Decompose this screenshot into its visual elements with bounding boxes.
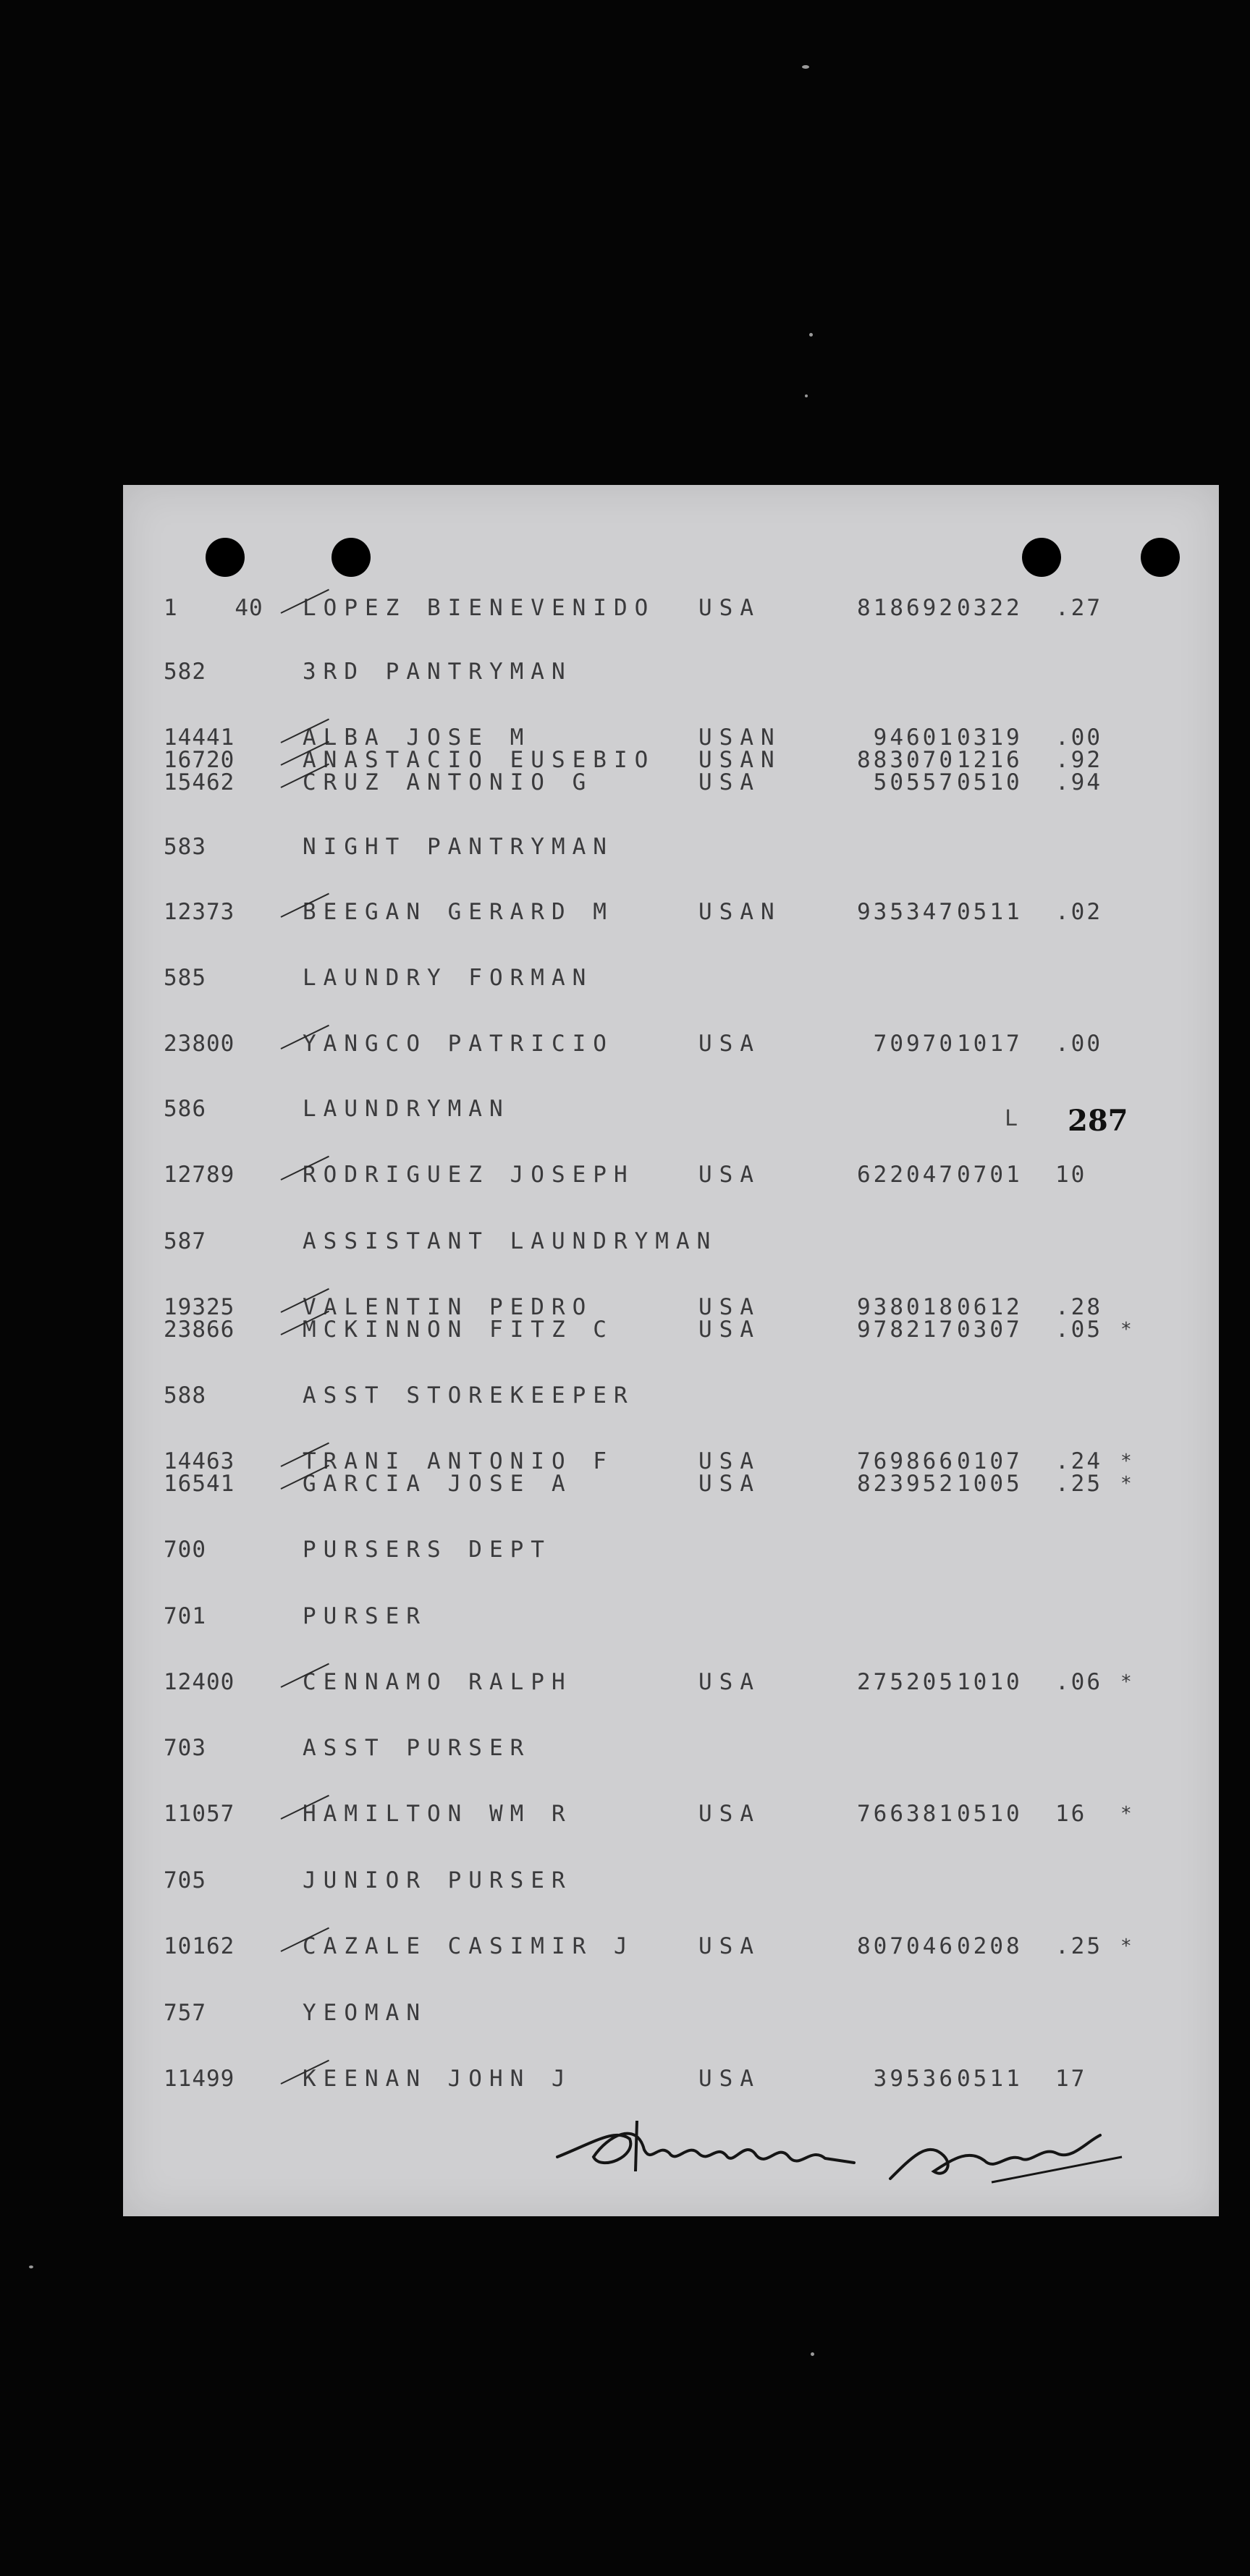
crew-number: 14463: [164, 1448, 235, 1474]
crew-name: CRUZ ANTONIO G: [303, 769, 594, 795]
citizenship: USA: [698, 1031, 761, 1057]
citizenship: USAN: [698, 899, 782, 925]
crew-row: [123, 768, 1219, 797]
crew-name: TRANI ANTONIO F: [303, 1448, 614, 1474]
rating-heading: [123, 1866, 1219, 1895]
register-number: 883070: [857, 747, 955, 773]
rating-code: 582: [164, 659, 206, 685]
amount: .25: [1055, 1471, 1102, 1497]
crew-name: BEEGAN GERARD M: [303, 899, 614, 925]
register-number: 622047: [857, 1162, 955, 1188]
rating-heading: [123, 1998, 1219, 2027]
crew-name: MCKINNON FITZ C: [303, 1317, 614, 1343]
rating-code: 586: [164, 1096, 206, 1122]
date-code: 0107: [957, 1448, 1023, 1474]
amount: 16: [1055, 1801, 1087, 1827]
crew-row: [123, 594, 1219, 622]
crew-row: [123, 1932, 1219, 1961]
crew-number: 12400: [164, 1669, 235, 1695]
crew-name: ALBA JOSE M: [303, 725, 531, 751]
amount: .05: [1055, 1317, 1102, 1343]
amount: .27: [1055, 595, 1102, 621]
rating-heading: [123, 1535, 1219, 1564]
handwritten-l: L: [1005, 1106, 1018, 1131]
crew-row: [123, 1315, 1219, 1344]
rating-title: NIGHT PANTRYMAN: [303, 834, 614, 860]
register-number: 823952: [857, 1471, 955, 1497]
date-code: 1010: [957, 1669, 1023, 1695]
date-code: 0307: [957, 1317, 1023, 1343]
date-code: 0319: [957, 725, 1023, 751]
amount: .02: [1055, 899, 1102, 925]
amount: 17: [1055, 2066, 1087, 2092]
amount: .00: [1055, 725, 1102, 751]
register-number: 807046: [857, 1933, 955, 1959]
date-code: 1216: [957, 747, 1023, 773]
rating-heading: [123, 1602, 1219, 1631]
citizenship: USA: [698, 2066, 761, 2092]
crew-number: 23866: [164, 1317, 235, 1343]
asterisk-mark: *: [1120, 1319, 1133, 1340]
rating-title: ASST PURSER: [303, 1735, 531, 1761]
register-number: 769866: [857, 1448, 955, 1474]
document-page: [123, 485, 1219, 2216]
date-code: 0511: [957, 899, 1023, 925]
amount: .94: [1055, 769, 1102, 795]
crew-number: 10162: [164, 1933, 235, 1959]
register-number: 39536: [873, 2066, 955, 2092]
crew-name: GARCIA JOSE A: [303, 1471, 573, 1497]
rating-code: 585: [164, 965, 206, 991]
crew-row: [123, 1160, 1219, 1189]
crew-number: 11499: [164, 2066, 235, 2092]
asterisk-mark: *: [1120, 1450, 1133, 1472]
rating-code: 705: [164, 1867, 206, 1893]
date-code: 1005: [957, 1471, 1023, 1497]
register-number: 935347: [857, 899, 955, 925]
handwritten-page-number: 287: [1068, 1104, 1128, 1138]
rating-heading: [123, 1094, 1219, 1123]
amount: .00: [1055, 1031, 1102, 1057]
rating-code: 701: [164, 1603, 206, 1629]
crew-number: 11057: [164, 1801, 235, 1827]
crew-row: [123, 1799, 1219, 1828]
date-code: 1017: [957, 1031, 1023, 1057]
rating-title: 3RD PANTRYMAN: [303, 659, 573, 685]
rating-heading: [123, 1381, 1219, 1410]
crew-number: 1 40: [164, 595, 263, 621]
rating-title: LAUNDRY FORMAN: [303, 965, 594, 991]
rating-heading: [123, 832, 1219, 861]
asterisk-mark: *: [1120, 1803, 1133, 1825]
citizenship: USAN: [698, 747, 782, 773]
citizenship: USA: [698, 1933, 761, 1959]
rating-heading: [123, 1227, 1219, 1256]
crew-number: 12789: [164, 1162, 235, 1188]
citizenship: USA: [698, 1162, 761, 1188]
register-number: 938018: [857, 1294, 955, 1320]
rating-code: 700: [164, 1537, 206, 1563]
citizenship: USA: [698, 595, 761, 621]
crew-row: [123, 898, 1219, 926]
crew-number: 16541: [164, 1471, 235, 1497]
amount: .28: [1055, 1294, 1102, 1320]
crew-list: [123, 485, 1219, 2216]
rating-title: PURSERS DEPT: [303, 1537, 552, 1563]
citizenship: USA: [698, 1294, 761, 1320]
register-number: 275205: [857, 1669, 955, 1695]
asterisk-mark: *: [1120, 1935, 1133, 1957]
register-number: 766381: [857, 1801, 955, 1827]
register-number: 94601: [873, 725, 955, 751]
rating-code: 703: [164, 1735, 206, 1761]
citizenship: USA: [698, 1317, 761, 1343]
crew-row: [123, 1668, 1219, 1697]
citizenship: USA: [698, 1801, 761, 1827]
rating-heading: [123, 1733, 1219, 1762]
rating-title: JUNIOR PURSER: [303, 1867, 573, 1893]
date-code: 0208: [957, 1933, 1023, 1959]
date-code: 0612: [957, 1294, 1023, 1320]
date-code: 0701: [957, 1162, 1023, 1188]
citizenship: USAN: [698, 725, 782, 751]
crew-number: 19325: [164, 1294, 235, 1320]
crew-name: ANASTACIO EUSEBIO: [303, 747, 656, 773]
crew-name: HAMILTON WM R: [303, 1801, 573, 1827]
crew-number: 15462: [164, 769, 235, 795]
crew-name: LOPEZ BIENEVENIDO: [303, 595, 656, 621]
crew-number: 14441: [164, 725, 235, 751]
crew-row: [123, 2064, 1219, 2093]
crew-name: KEENAN JOHN J: [303, 2066, 573, 2092]
rating-title: ASSISTANT LAUNDRYMAN: [303, 1228, 718, 1254]
date-code: 0510: [957, 769, 1023, 795]
citizenship: USA: [698, 1669, 761, 1695]
register-number: 50557: [873, 769, 955, 795]
rating-title: PURSER: [303, 1603, 427, 1629]
citizenship: USA: [698, 769, 761, 795]
crew-row: [123, 1469, 1219, 1498]
amount: .25: [1055, 1933, 1102, 1959]
register-number: 70970: [873, 1031, 955, 1057]
rating-code: 588: [164, 1382, 206, 1409]
crew-number: 23800: [164, 1031, 235, 1057]
register-number: 978217: [857, 1317, 955, 1343]
rating-code: 587: [164, 1228, 206, 1254]
register-number: 818692: [857, 595, 955, 621]
crew-row: [123, 1029, 1219, 1058]
amount: 10: [1055, 1162, 1087, 1188]
rating-heading: [123, 963, 1219, 992]
crew-name: CAZALE CASIMIR J: [303, 1933, 635, 1959]
date-code: 0511: [957, 2066, 1023, 2092]
citizenship: USA: [698, 1448, 761, 1474]
amount: .92: [1055, 747, 1102, 773]
date-code: 0510: [957, 1801, 1023, 1827]
crew-number: 16720: [164, 747, 235, 773]
asterisk-mark: *: [1120, 1671, 1133, 1693]
rating-title: LAUNDRYMAN: [303, 1096, 510, 1122]
signature: [550, 2113, 1129, 2200]
crew-name: VALENTIN PEDRO: [303, 1294, 594, 1320]
rating-code: 583: [164, 834, 206, 860]
date-code: 0322: [957, 595, 1023, 621]
asterisk-mark: *: [1120, 1473, 1133, 1495]
crew-name: YANGCO PATRICIO: [303, 1031, 614, 1057]
rating-title: YEOMAN: [303, 2000, 427, 2026]
citizenship: USA: [698, 1471, 761, 1497]
amount: .24: [1055, 1448, 1102, 1474]
rating-title: ASST STOREKEEPER: [303, 1382, 635, 1409]
rating-heading: [123, 657, 1219, 686]
crew-name: CENNAMO RALPH: [303, 1669, 573, 1695]
crew-name: RODRIGUEZ JOSEPH: [303, 1162, 635, 1188]
amount: .06: [1055, 1669, 1102, 1695]
rating-code: 757: [164, 2000, 206, 2026]
crew-number: 12373: [164, 899, 235, 925]
